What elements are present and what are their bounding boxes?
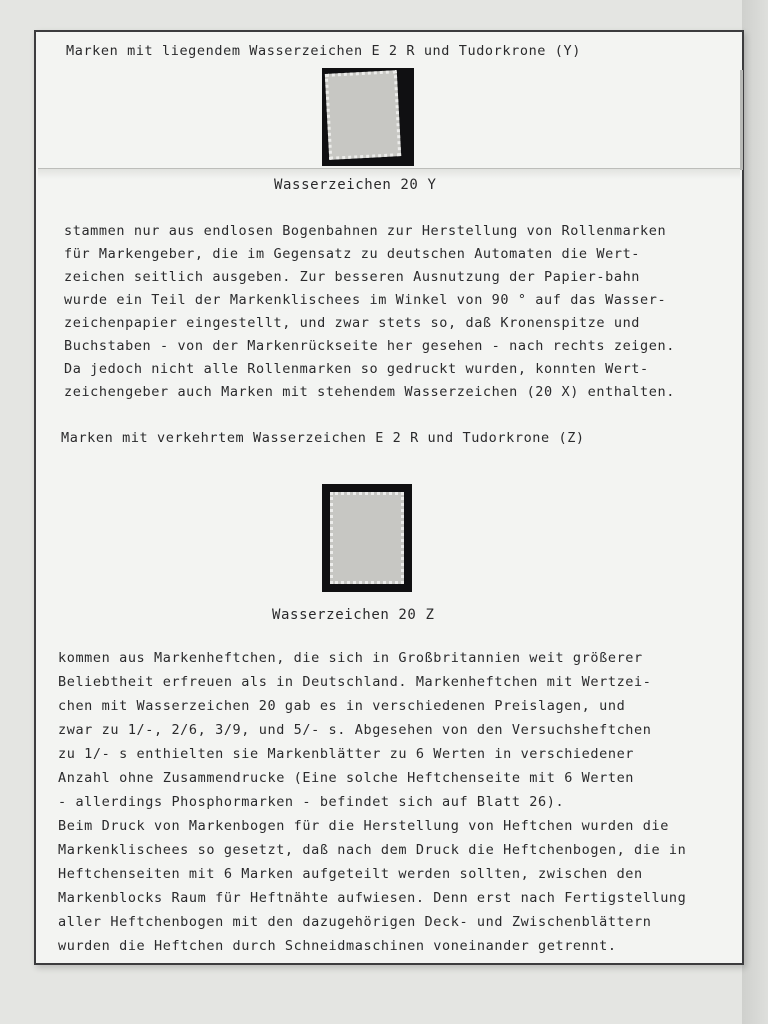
paragraph-line: Markenklischees so gesetzt, daß nach dem Druck die Heftchenbogen, die in <box>58 842 687 858</box>
paragraph-line: Heftchenseiten mit 6 Marken aufgeteilt werden sollten, zwischen den <box>58 866 643 882</box>
background-surface <box>742 0 768 1024</box>
paragraph-line: Da jedoch nicht alle Rollenmarken so gedruckt wurden, konnten Wert- <box>64 361 649 377</box>
paragraph-line: Buchstaben - von der Markenrückseite her gesehen - nach rechts zeigen. <box>64 338 675 354</box>
paragraph-line: zwar zu 1/-, 2/6, 3/9, und 5/- s. Abgesehen von den Versuchsheftchen <box>58 722 652 738</box>
paragraph-line: aller Heftchenbogen mit den dazugehörigen Deck- und Zwischenblättern <box>58 914 652 930</box>
stamp-image <box>325 70 401 160</box>
paragraph-line: zu 1/- s enthielten sie Markenblätter zu 6 Werten in verschiedener <box>58 746 635 762</box>
paragraph-line: Anzahl ohne Zusammendrucke (Eine solche Heftchenseite mit 6 Werten <box>58 770 635 786</box>
paragraph-line: Beliebtheit erfreuen als in Deutschland. Markenheftchen mit Wertzei- <box>58 674 652 690</box>
stamp-mount-y <box>322 68 414 166</box>
section-heading-z: Marken mit verkehrtem Wasserzeichen E 2 R und Tudorkrone (Z) <box>61 430 585 446</box>
paragraph-line: für Markengeber, die im Gegensatz zu deutschen Automaten die Wert- <box>64 246 641 262</box>
paragraph-line: zeichengeber auch Marken mit stehendem Wasserzeichen (20 X) enthalten. <box>64 384 675 400</box>
stamp-mount-z <box>322 484 412 592</box>
stamp-image <box>330 492 404 584</box>
paragraph-line: Markenblocks Raum für Heftnähte aufwiesen. Denn erst nach Fertigstellung <box>58 890 687 906</box>
section-heading-y: Marken mit liegendem Wasserzeichen E 2 R und Tudorkrone (Y) <box>66 43 581 59</box>
paragraph-line: chen mit Wasserzeichen 20 gab es in verschiedenen Preislagen, und <box>58 698 626 714</box>
page-fold-shadow <box>740 70 743 170</box>
paragraph-line: kommen aus Markenheftchen, die sich in Großbritannien weit größerer <box>58 650 643 666</box>
caption-wasserzeichen-20y: Wasserzeichen 20 Y <box>274 177 437 193</box>
paragraph-line: wurden die Heftchen durch Schneidmaschinen voneinander getrennt. <box>58 938 617 954</box>
album-page <box>34 30 744 965</box>
paragraph-line: - allerdings Phosphormarken - befindet sich auf Blatt 26). <box>58 794 565 810</box>
caption-wasserzeichen-20z: Wasserzeichen 20 Z <box>272 607 435 623</box>
paragraph-line: stammen nur aus endlosen Bogenbahnen zur Herstellung von Rollenmarken <box>64 223 667 239</box>
paragraph-line: Beim Druck von Markenbogen für die Herstellung von Heftchen wurden die <box>58 818 669 834</box>
paragraph-line: zeichenpapier eingestellt, und zwar stets so, daß Kronenspitze und <box>64 315 641 331</box>
paragraph-line: wurde ein Teil der Markenklischees im Winkel von 90 ° auf das Wasser- <box>64 292 667 308</box>
paragraph-line: zeichen seitlich ausgeben. Zur besseren Ausnutzung der Papier-bahn <box>64 269 641 285</box>
